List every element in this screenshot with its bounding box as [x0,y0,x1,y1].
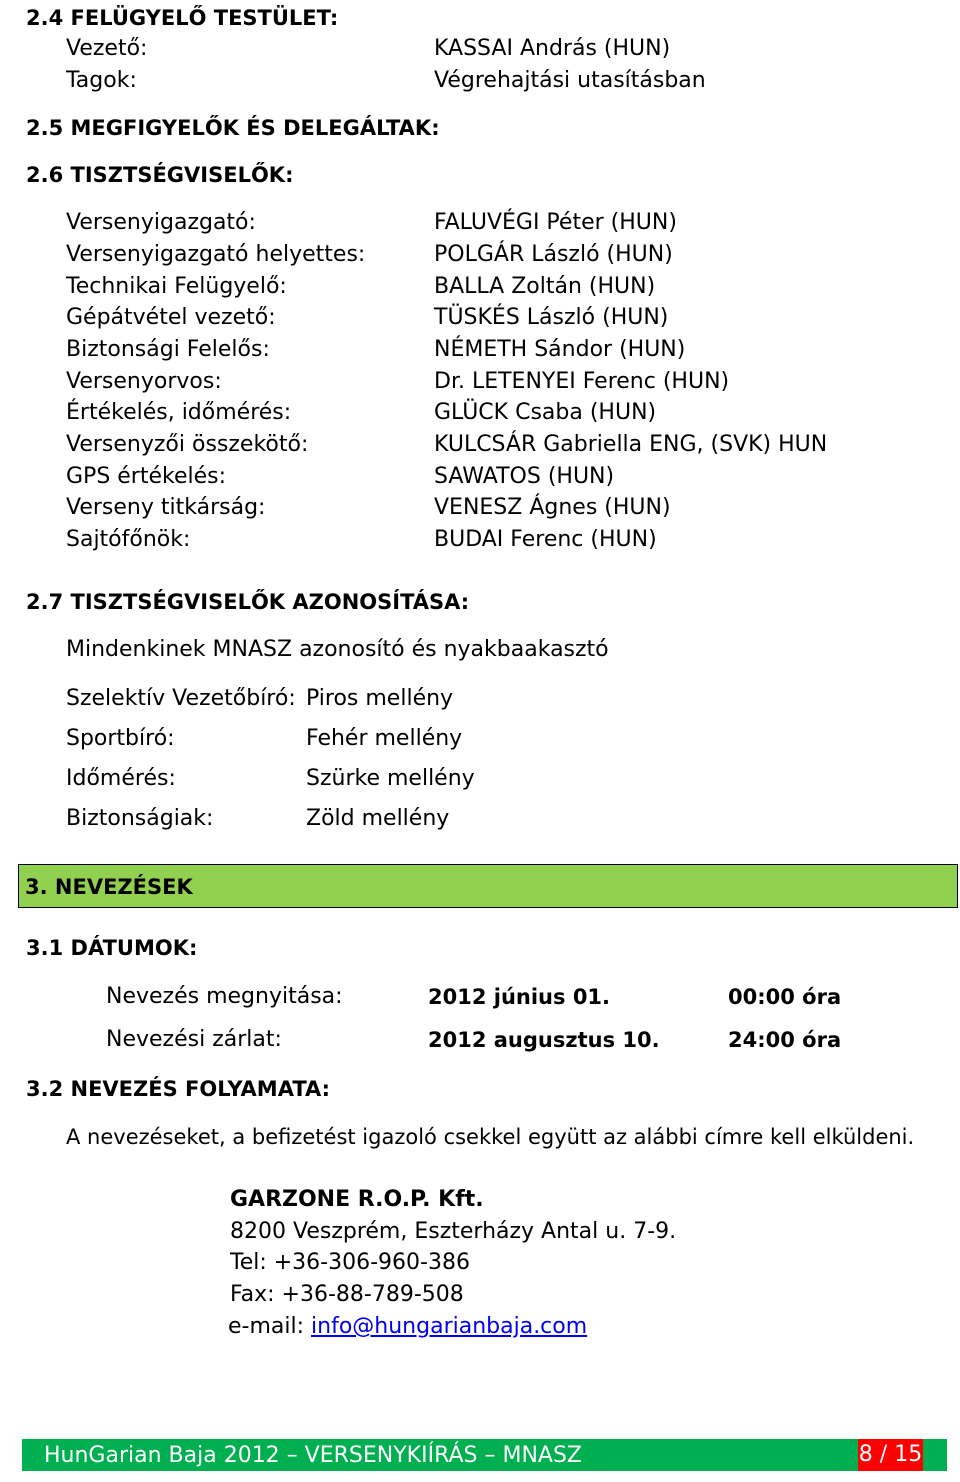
official-value: BALLA Zoltán (HUN) [434,274,656,299]
official-value: FALUVÉGI Péter (HUN) [434,210,677,235]
official-value: BUDAI Ferenc (HUN) [434,527,657,552]
official-value: Dr. LETENYEI Ferenc (HUN) [434,369,730,394]
vest-color-value: Fehér mellény [306,726,463,751]
official-label: Verseny titkárság: [66,495,266,520]
page-number: 8 / 15 [858,1439,923,1471]
vest-role-label: Biztonságiak: [66,806,214,831]
vest-role-label: Sportbíró: [66,726,175,751]
official-value: KULCSÁR Gabriella ENG, (SVK) HUN [434,432,828,457]
company-email-row [228,1314,587,1339]
email-link[interactable]: info@hungarianbaja.com [311,1314,588,1339]
official-value: NÉMETH Sándor (HUN) [434,337,686,362]
entry-close-label: Nevezési zárlat: [106,1027,282,1052]
company-name: GARZONE R.O.P. Kft. [230,1187,484,1212]
official-value: POLGÁR László (HUN) [434,242,673,267]
footer-title: HunGarian Baja 2012 – VERSENYKIÍRÁS – MNASZ [44,1443,582,1468]
supervisor-members-value: Végrehajtási utasításban [434,68,706,93]
section-2-5-heading: 2.5 MEGFIGYELŐK ÉS DELEGÁLTAK: [26,116,440,140]
official-label: Versenyigazgató: [66,210,256,235]
official-value: SAWATOS (HUN) [434,464,615,489]
official-label: GPS értékelés: [66,464,227,489]
entry-open-time: 00:00 óra [728,985,842,1009]
identification-intro: Mindenkinek MNASZ azonosító és nyakbaakasztó [66,637,609,662]
entry-open-label: Nevezés megnyitása: [106,984,343,1009]
official-label: Technikai Felügyelő: [66,274,287,299]
section-3-banner [18,864,958,908]
supervisor-leader-label: Vezető: [66,36,148,61]
supervisor-leader-value: KASSAI András (HUN) [434,36,671,61]
section-2-4-heading: 2.4 FELÜGYELŐ TESTÜLET: [26,6,339,30]
section-3-1-heading: 3.1 DÁTUMOK: [26,936,198,960]
supervisor-members-label: Tagok: [66,68,137,93]
company-phone: Tel: +36-306-960-386 [230,1250,470,1275]
section-2-7-heading: 2.7 TISZTSÉGVISELŐK AZONOSÍTÁSA: [26,590,470,614]
company-fax: Fax: +36-88-789-508 [230,1282,464,1307]
vest-role-label: Időmérés: [66,766,176,791]
official-label: Biztonsági Felelős: [66,337,270,362]
vest-color-value: Zöld mellény [306,806,450,831]
official-label: Versenyzői összekötő: [66,432,309,457]
entry-open-date: 2012 június 01. [428,985,611,1009]
section-2-6-heading: 2.6 TISZTSÉGVISELŐK: [26,163,294,187]
official-label: Gépátvétel vezető: [66,305,276,330]
vest-color-value: Szürke mellény [306,766,475,791]
section-3-2-heading: 3.2 NEVEZÉS FOLYAMATA: [26,1077,331,1101]
entry-close-date: 2012 augusztus 10. [428,1028,660,1052]
official-label: Versenyorvos: [66,369,222,394]
company-address: 8200 Veszprém, Eszterházy Antal u. 7-9. [230,1219,677,1244]
entry-close-time: 24:00 óra [728,1028,842,1052]
section-3-heading: 3. NEVEZÉSEK [25,875,193,899]
official-value: TÜSKÉS László (HUN) [434,305,669,330]
vest-color-value: Piros mellény [306,686,454,711]
official-label: Versenyigazgató helyettes: [66,242,366,267]
vest-role-label: Szelektív Vezetőbíró: [66,686,296,711]
email-label: e-mail: [228,1314,305,1339]
entry-instructions: A nevezéseket, a befizetést igazoló csekkel együtt az alábbi címre kell elküldeni. [66,1125,915,1149]
official-label: Sajtófőnök: [66,527,191,552]
official-label: Értékelés, időmérés: [66,400,292,425]
official-value: VENESZ Ágnes (HUN) [434,495,671,520]
official-value: GLÜCK Csaba (HUN) [434,400,657,425]
